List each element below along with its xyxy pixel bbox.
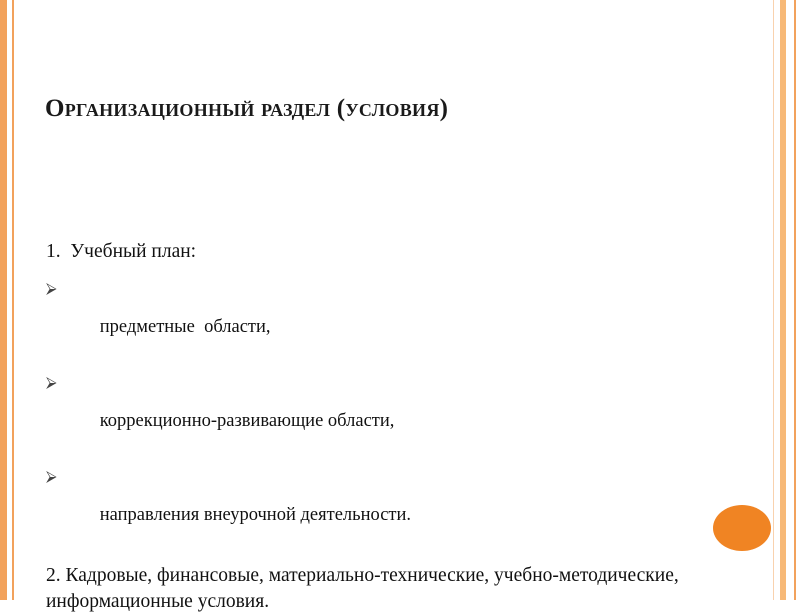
list-item-bullet-2 <box>42 375 722 449</box>
slide-body <box>42 242 722 616</box>
left-border-stripe-outer <box>0 0 7 600</box>
slide-title: Организационный раздел (условия) <box>45 95 705 124</box>
arrow-bullet-icon: ⮚ <box>46 282 57 297</box>
right-border-stripe-pale <box>773 0 774 600</box>
list-item-bullet-1 <box>42 281 722 355</box>
left-border-stripe-inner <box>12 0 14 600</box>
list-item-bullet-1-label: предметные области, <box>100 317 271 337</box>
right-border-stripe-thick <box>780 0 786 600</box>
list-item-bullet-2-label: коррекционно-развивающие области, <box>100 411 395 431</box>
right-border-stripe-thin <box>794 0 796 600</box>
list-item-bullet-3-label: направления внеурочной деятельности. <box>100 505 411 525</box>
arrow-bullet-icon: ⮚ <box>46 376 57 391</box>
list-item-bullet-3 <box>42 469 722 543</box>
list-item-numbered-2: 2. Кадровые, финансовые, материально-технические, учебно-методические, информационные условия. <box>42 563 706 616</box>
list-item-numbered-1: 1. Учебный план: <box>42 242 722 262</box>
arrow-bullet-icon: ⮚ <box>46 470 57 485</box>
